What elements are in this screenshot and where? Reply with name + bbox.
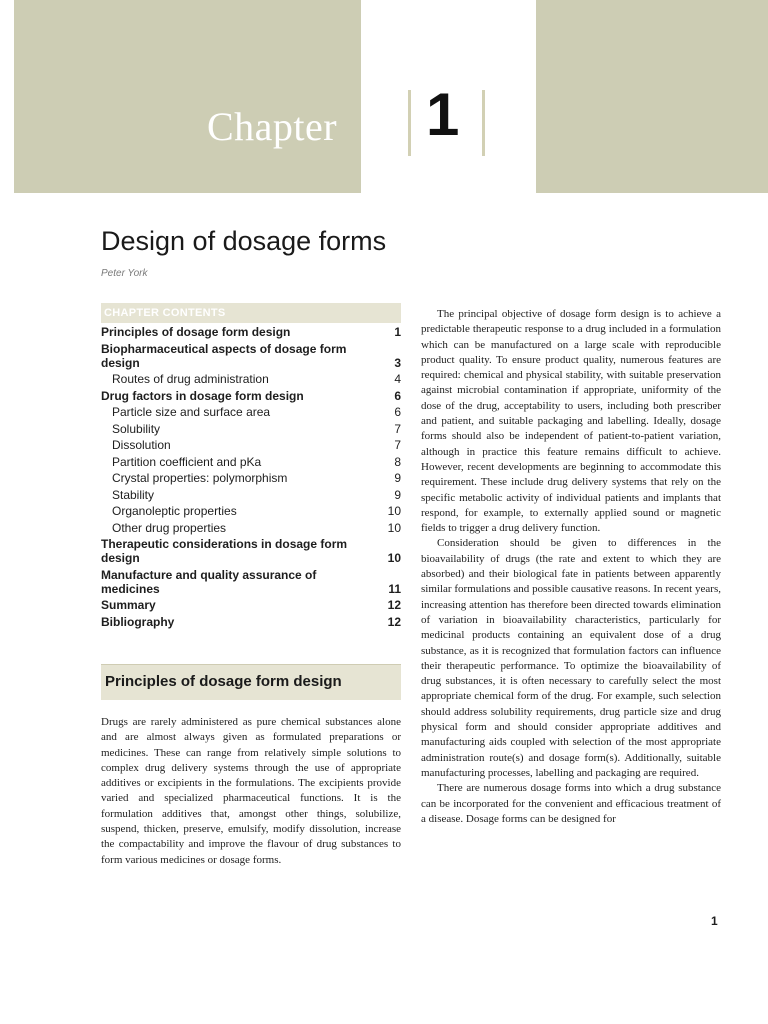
toc-entry: [101, 342, 401, 370]
toc-entry: [101, 438, 401, 452]
toc-entry-label: Stability: [112, 487, 155, 502]
toc-entry-page: 6: [394, 405, 401, 419]
toc-entry: [101, 488, 401, 502]
toc-entry-label: Particle size and surface area: [112, 405, 271, 419]
toc-entry-page: 6: [394, 388, 401, 403]
toc-entry: [101, 537, 401, 565]
toc-entry: [101, 372, 401, 386]
body-column-right: [421, 307, 721, 827]
page-number: 1: [711, 914, 718, 928]
table-of-contents: [101, 325, 401, 631]
toc-entry-page: 1: [394, 325, 401, 339]
chapter-number: 1: [426, 81, 460, 148]
toc-entry: [101, 405, 401, 419]
toc-entry-page: 9: [394, 471, 401, 485]
toc-entry: [101, 471, 401, 485]
header-band-right: [536, 0, 768, 193]
toc-entry-label: Therapeutic considerations in dosage form design: [101, 537, 348, 565]
toc-entry: [101, 598, 401, 612]
chapter-number-bar-right: [482, 90, 485, 156]
section-heading-box: [101, 664, 401, 700]
toc-entry: [101, 568, 401, 596]
toc-entry-page: 11: [388, 581, 401, 596]
toc-entry-label: Other drug properties: [112, 520, 227, 535]
toc-entry-page: 7: [394, 421, 401, 436]
toc-entry-page: 7: [394, 438, 401, 452]
toc-heading: CHAPTER CONTENTS: [101, 303, 401, 323]
toc-entry-label: Manufacture and quality assurance of medicines: [101, 567, 317, 596]
toc-entry-page: 10: [387, 520, 401, 535]
toc-entry-label: Solubility: [112, 421, 161, 436]
toc-entry-page: 12: [387, 598, 401, 612]
toc-entry-page: 10: [387, 551, 401, 565]
section-title: Principles of dosage form design: [105, 673, 342, 690]
chapter-label: Chapter: [207, 104, 338, 149]
toc-entry: [101, 325, 401, 339]
toc-entry-page: 8: [394, 454, 401, 469]
body-paragraph: There are numerous dosage forms into which a drug substance can be incorporated for the convenient and efficacious treatment of a disease. Dosage forms can be designed for: [421, 782, 721, 825]
toc-entry-label: Routes of drug administration: [112, 372, 269, 386]
toc-entry: [101, 389, 401, 403]
toc-entry: [101, 422, 401, 436]
toc-entry-label: Summary: [101, 598, 156, 612]
toc-entry-label: Principles of dosage form design: [101, 325, 291, 339]
toc-entry-label: Crystal properties: polymorphism: [112, 471, 288, 485]
toc-entry-label: Dissolution: [112, 438, 171, 452]
toc-entry-page: 3: [394, 355, 401, 370]
body-paragraph-left: Drugs are rarely administered as pure chemical substances alone and are almost always given as formulated preparations or medicines. These can range from relatively simple solutions to complex drug delivery systems through the use of appropriate additives or excipients in the formulations. The excipients provide varied and specialized pharmaceutical functions. It is the formulation additives that, amongst other things, solubilize, suspend, thicken, preserve, emulsify, modify dissolution, increase the compactability and improve the flavour of drug substances to form various medicines or dosage forms.: [101, 716, 401, 866]
toc-entry-page: 9: [394, 487, 401, 502]
toc-entry-page: 12: [387, 614, 401, 629]
toc-entry: [101, 615, 401, 629]
body-paragraph: The principal objective of dosage form design is to achieve a predictable therapeutic response to a drug included in a formulation which can be manufactured on a large scale with reproducible product quality. To ensure product quality, numerous features are required: chemical and physical stability, with suitable preservation against microbial contamination if appropriate, uniformity of the dose of the drug, acceptability to users, including both prescriber and patient, and suitable packaging and labelling. Ideally, dosage forms should also be independent of patient-to-patient variation, although in practice this feature remains difficult to achieve. However, recent developments are beginning to accommodate this requirement. These include drug delivery systems that rely on the specific metabolic activity of individual patients and implants that respond, for example, to externally applied sound or magnetic fields to trigger a drug delivery function.: [421, 308, 721, 535]
toc-entry: [101, 504, 401, 518]
toc-entry-page: 4: [394, 372, 401, 386]
toc-entry-label: Biopharmaceutical aspects of dosage form design: [101, 341, 347, 370]
toc-entry: [101, 521, 401, 535]
chapter-title: Design of dosage forms: [101, 226, 387, 256]
author-name: Peter York: [101, 268, 148, 279]
body-paragraph: Consideration should be given to differences in the bioavailability of drugs (the rate and extent to which they are absorbed) and their biological fate in patients between apparently similar formulations and possible causative reasons. In recent years, increasing attention has therefore been directed towards elimination of variation in bioavailability characteristics, particularly for medicinal products containing an equivalent dose of a drug substance, as it is recognized that formulation factors can influence their therapeutic performance. To optimize the bioavailability of drug substances, it is often necessary to carefully select the most appropriate chemical form of the drug. For example, such selection should address solubility requirements, drug particle size and drug physical form and should consider appropriate additives and manufacturing aids coupled with selection of the most appropriate administration route(s) and dosage form(s). Additionally, suitable manufacturing processes, labelling and packaging are required.: [421, 537, 721, 779]
toc-entry-page: 10: [387, 504, 401, 518]
toc-entry-label: Bibliography: [101, 614, 175, 629]
toc-entry-label: Partition coefficient and pKa: [112, 454, 262, 469]
toc-entry: [101, 455, 401, 469]
toc-entry-label: Organoleptic properties: [112, 504, 237, 518]
header-band-left: [14, 0, 361, 193]
toc-entry-label: Drug factors in dosage form design: [101, 388, 304, 403]
chapter-number-bar-left: [408, 90, 411, 156]
